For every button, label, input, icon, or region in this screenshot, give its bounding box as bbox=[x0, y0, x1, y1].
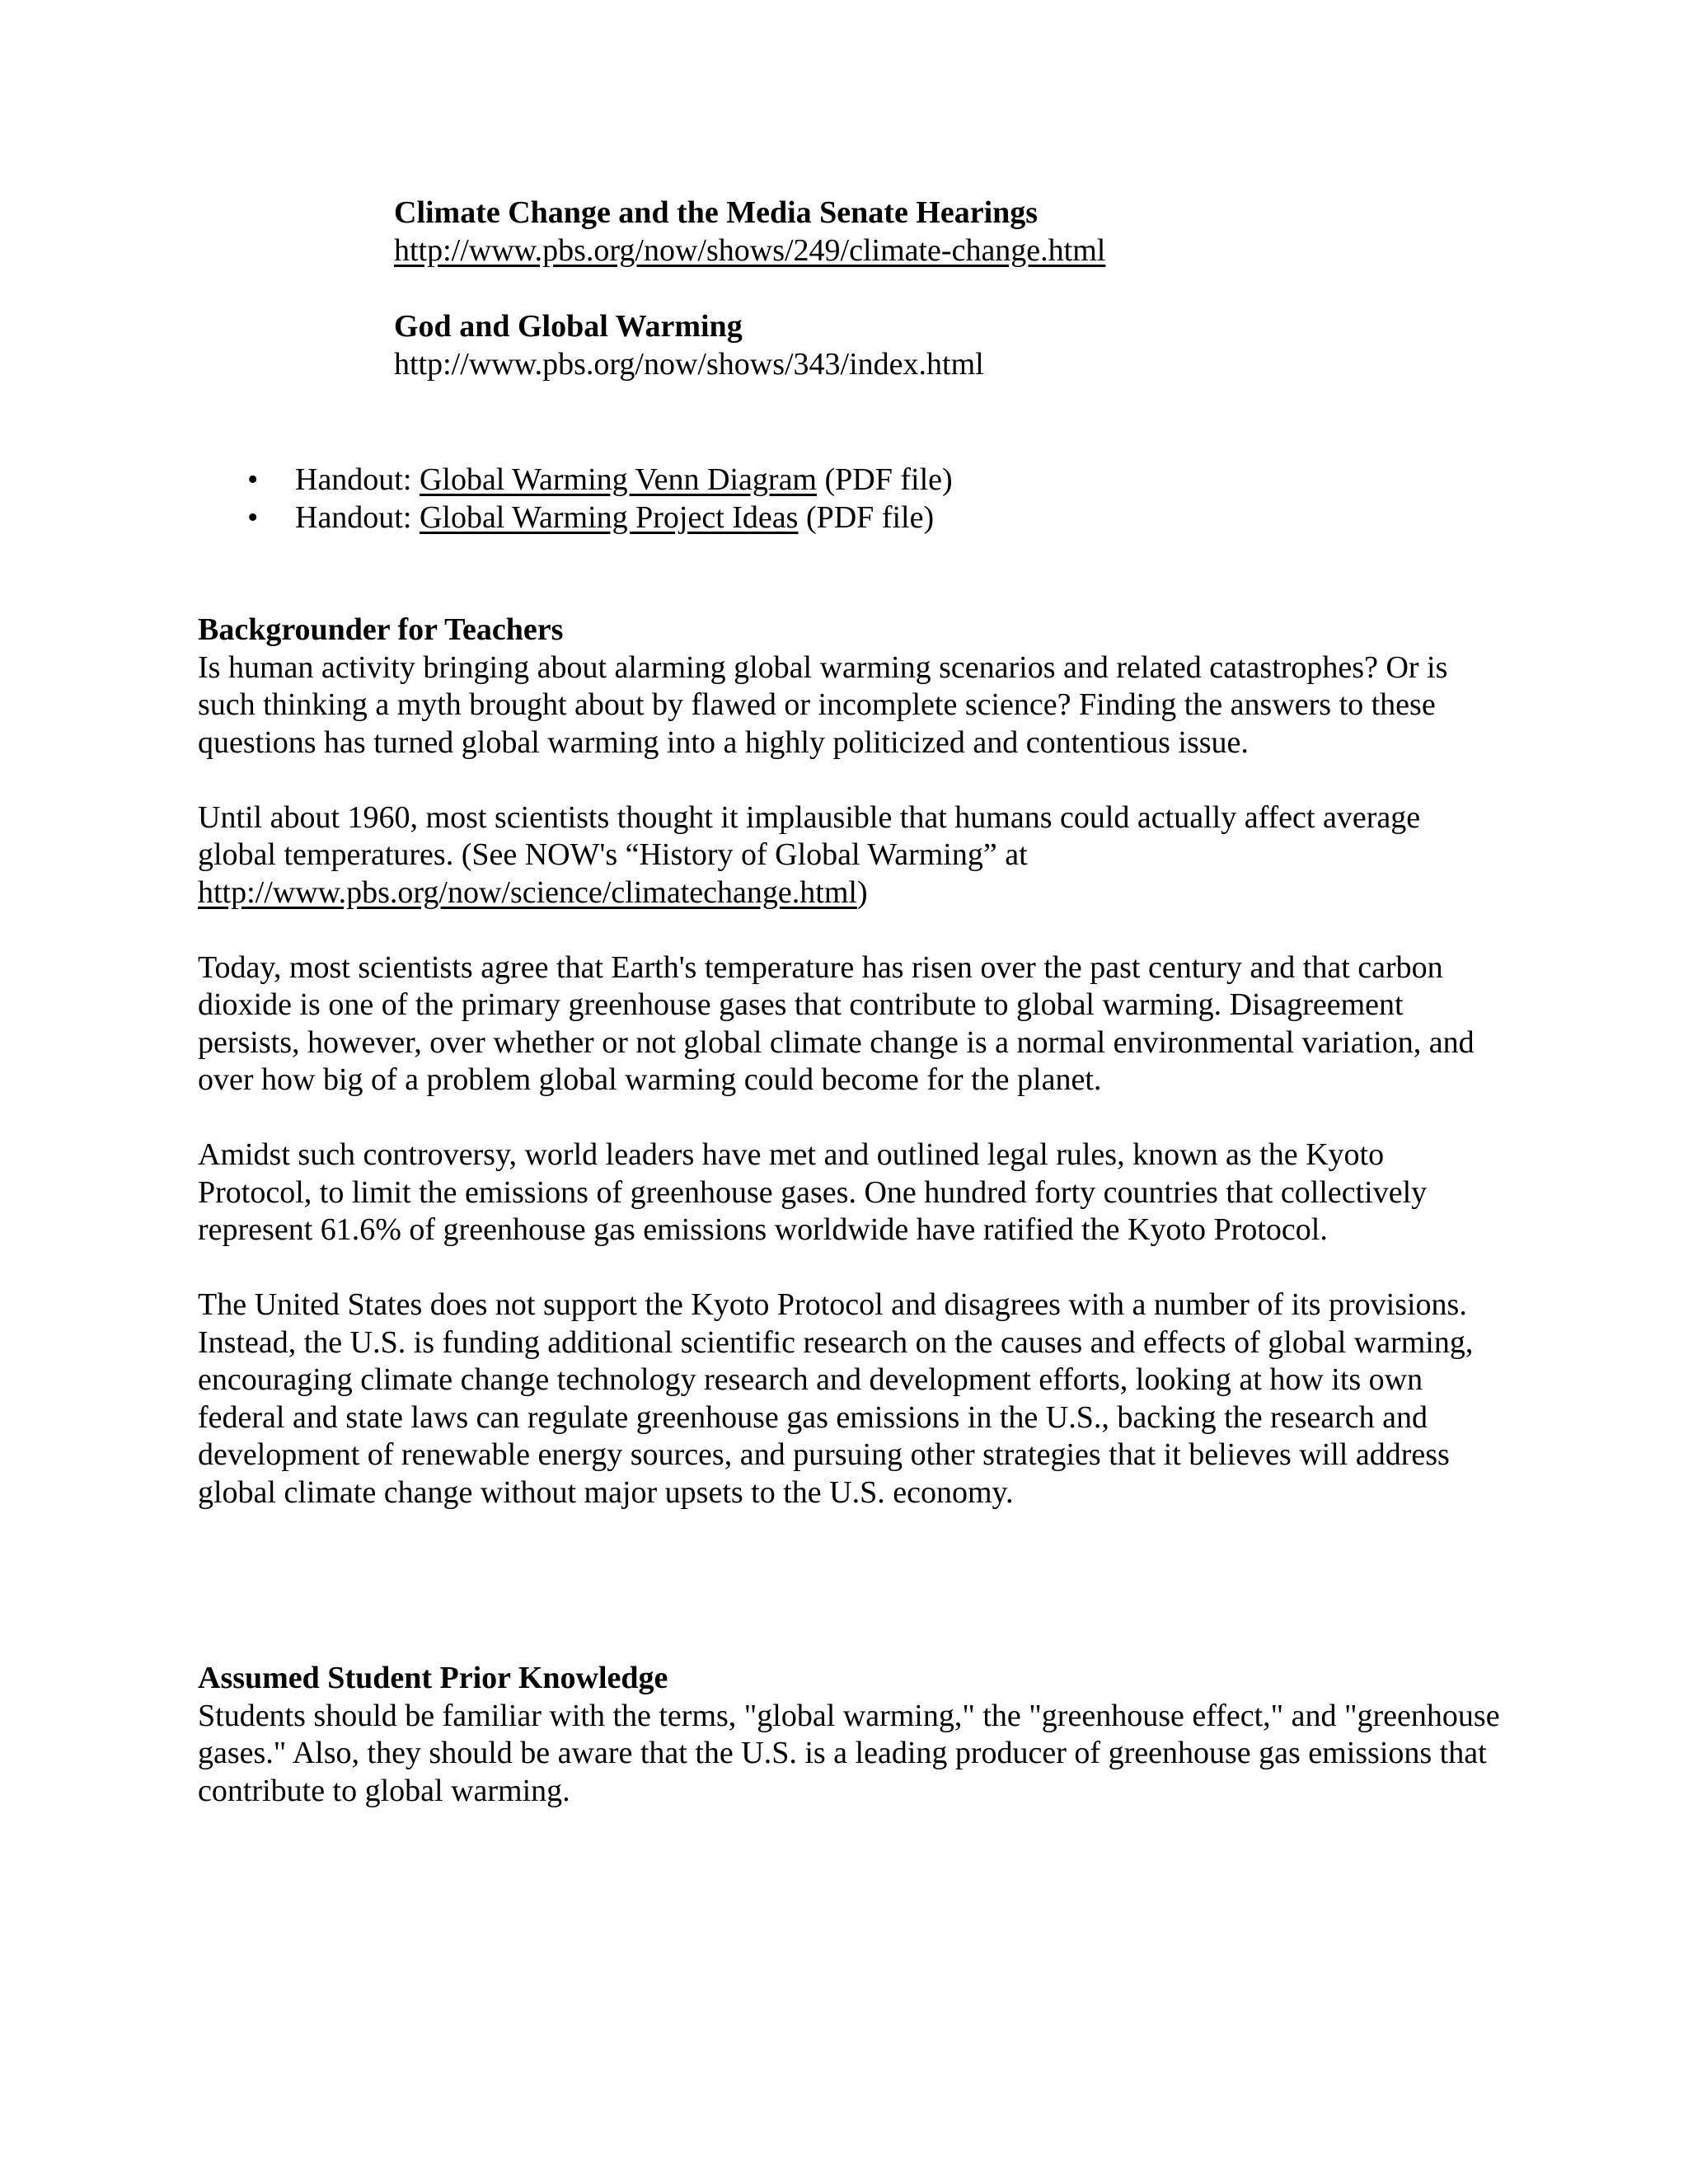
bullet-icon: • bbox=[247, 462, 259, 497]
paragraph: Is human activity bringing about alarming global warming scenarios and related catastrophes? Or is such thinking a myth brought about by flawed or incomplete science? Finding the answers to these questions has turned global warming into a highly politicized and contentious issue. bbox=[198, 649, 1448, 760]
resource-url-paragraph bbox=[394, 232, 1630, 270]
handout-suffix: (PDF file) bbox=[798, 499, 935, 535]
paragraph bbox=[198, 799, 1500, 912]
resource-title: Climate Change and the Media Senate Hearings bbox=[394, 195, 1039, 230]
resource-title: God and Global Warming bbox=[394, 309, 743, 344]
resource-god-global-warming bbox=[394, 308, 1630, 383]
resource-url-link[interactable]: http://www.pbs.org/now/shows/249/climate-change.html bbox=[394, 232, 1106, 268]
section-heading: Assumed Student Prior Knowledge bbox=[198, 1661, 668, 1695]
paragraph-text: Until about 1960, most scientists thought it implausible that humans could actually affect average global temperatures. (See NOW's “History of Global Warming” at bbox=[198, 799, 1421, 872]
handout-prefix: Handout: bbox=[295, 499, 420, 535]
resource-climate-change-media bbox=[394, 194, 1630, 269]
section-heading: Backgrounder for Teachers bbox=[198, 612, 564, 647]
prior-knowledge-section bbox=[198, 1660, 1500, 1810]
list-item bbox=[247, 462, 1484, 499]
list-item bbox=[247, 499, 1484, 537]
handout-project-ideas-link[interactable]: Global Warming Project Ideas bbox=[419, 499, 799, 535]
paragraph-text-end: ) bbox=[856, 874, 868, 910]
handout-venn-diagram-link[interactable]: Global Warming Venn Diagram bbox=[419, 462, 817, 497]
resource-url-text: http://www.pbs.org/now/shows/343/index.html bbox=[394, 346, 984, 382]
climate-change-history-link[interactable]: http://www.pbs.org/now/science/climatechange.html bbox=[198, 874, 857, 910]
handout-prefix: Handout: bbox=[295, 462, 420, 497]
paragraph: The United States does not support the Kyoto Protocol and disagrees with a number of its provisions. Instead, the U.S. is funding additional scientific research on the causes and effects of global warming, encouraging climate change technology research and development efforts, looking at how its own federal and state laws can regulate greenhouse gas emissions in the U.S., backing the research and development of renewable energy sources, and pursuing other strategies that it believes will address global climate change without major upsets to the U.S. economy. bbox=[198, 1287, 1474, 1510]
handout-list bbox=[247, 462, 1484, 537]
bullet-icon: • bbox=[247, 499, 259, 535]
paragraph: Amidst such controversy, world leaders have met and outlined legal rules, known as the Kyoto Protocol, to limit the emissions of greenhouse gases. One hundred forty countries that collectively represent 61.6% of greenhouse gas emissions worldwide have ratified the Kyoto Protocol. bbox=[198, 1137, 1428, 1247]
paragraph: Today, most scientists agree that Earth's temperature has risen over the past century and that carbon dioxide is one of the primary greenhouse gases that contribute to global warming. Disagreement persists, however, over whether or not global climate change is a normal environmental variation, and over how big of a problem global warming could become for the planet. bbox=[198, 949, 1475, 1097]
backgrounder-section bbox=[198, 612, 1500, 1511]
handout-suffix: (PDF file) bbox=[817, 462, 953, 497]
paragraph: Students should be familiar with the terms, "global warming," the "greenhouse effect," and "greenhouse gases." Also, they should be aware that the U.S. is a leading producer of greenhouse gas emissions that contribute to global warming. bbox=[198, 1698, 1500, 1808]
